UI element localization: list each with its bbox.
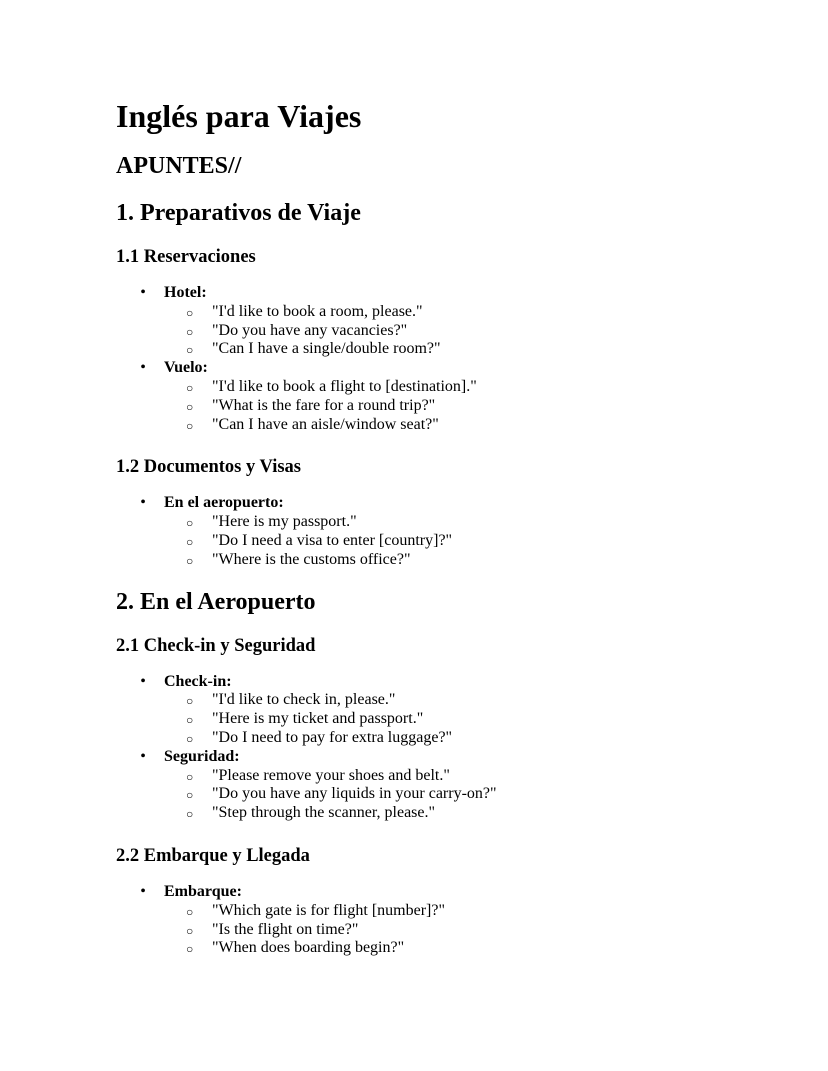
phrase-item	[164, 939, 796, 958]
phrase-item	[164, 551, 796, 570]
bullet-list	[116, 673, 796, 823]
item-label: Vuelo:	[164, 359, 208, 377]
item-label: En el aeropuerto:	[164, 494, 284, 512]
phrase-text: "Do you have any liquids in your carry-on?"	[212, 785, 497, 803]
phrase-list	[164, 378, 796, 434]
circle-bullet-icon: ○	[186, 553, 194, 568]
phrase-item	[164, 729, 796, 748]
circle-bullet-icon: ○	[186, 380, 194, 395]
phrase-text: "I'd like to book a room, please."	[212, 302, 423, 320]
circle-bullet-icon: ○	[186, 713, 194, 728]
phrase-text: "Please remove your shoes and belt."	[212, 766, 450, 784]
circle-bullet-icon: ○	[186, 324, 194, 339]
phrase-text: "I'd like to check in, please."	[212, 691, 396, 709]
document-subtitle: APUNTES//	[116, 153, 242, 179]
phrase-item	[164, 902, 796, 921]
phrase-text: "Here is my passport."	[212, 513, 357, 531]
phrase-text: "Do I need a visa to enter [country]?"	[212, 531, 453, 549]
bullet-list	[116, 494, 796, 569]
circle-bullet-icon: ○	[186, 305, 194, 320]
phrase-item	[164, 513, 796, 532]
phrase-text: "Is the flight on time?"	[212, 920, 359, 938]
circle-bullet-icon: ○	[186, 694, 194, 709]
bullet-list	[116, 284, 796, 434]
phrase-item	[164, 340, 796, 359]
subsection-heading-2-1: 2.1 Check-in y Seguridad	[116, 635, 316, 656]
item-label: Hotel:	[164, 284, 207, 301]
subsection-heading-1-2: 1.2 Documentos y Visas	[116, 457, 302, 478]
bullet-icon: •	[140, 284, 146, 301]
item-label: Seguridad:	[164, 747, 240, 765]
phrase-item	[164, 416, 796, 435]
phrase-text: "Do you have any vacancies?"	[212, 321, 408, 339]
list-item	[116, 748, 796, 823]
document-title: Inglés para Viajes	[116, 98, 362, 134]
phrase-text: "When does boarding begin?"	[212, 939, 405, 957]
phrase-item	[164, 397, 796, 416]
bullet-icon: •	[140, 359, 146, 377]
section-heading-2: 2. En el Aeropuerto	[116, 588, 316, 615]
phrase-item	[164, 303, 796, 322]
circle-bullet-icon: ○	[186, 516, 194, 531]
item-label: Embarque:	[164, 882, 242, 900]
phrase-list	[164, 513, 796, 569]
circle-bullet-icon: ○	[186, 399, 194, 414]
phrase-list	[164, 902, 796, 958]
subsection-heading-1-1: 1.1 Reservaciones	[116, 247, 256, 267]
phrase-list	[164, 691, 796, 747]
circle-bullet-icon: ○	[186, 343, 194, 358]
bullet-icon: •	[140, 747, 146, 765]
phrase-text: "Where is the customs office?"	[212, 550, 411, 568]
section-heading-1: 1. Preparativos de Viaje	[116, 200, 361, 226]
bullet-icon: •	[140, 494, 146, 512]
document-page	[116, 88, 796, 958]
phrase-text: "Can I have a single/double room?"	[212, 340, 441, 358]
circle-bullet-icon: ○	[186, 942, 194, 957]
phrase-list	[164, 303, 796, 359]
phrase-item	[164, 322, 796, 341]
phrase-item	[164, 378, 796, 397]
bullet-list	[116, 883, 796, 958]
phrase-text: "Which gate is for flight [number]?"	[212, 901, 445, 919]
subsection-heading-2-2: 2.2 Embarque y Llegada	[116, 845, 310, 866]
circle-bullet-icon: ○	[186, 731, 194, 746]
phrase-text: "What is the fare for a round trip?"	[212, 396, 436, 414]
phrase-item	[164, 532, 796, 551]
phrase-text: "Do I need to pay for extra luggage?"	[212, 728, 453, 746]
circle-bullet-icon: ○	[186, 904, 194, 919]
phrase-item	[164, 691, 796, 710]
list-item	[116, 494, 796, 569]
circle-bullet-icon: ○	[186, 807, 194, 822]
bullet-icon: •	[140, 882, 146, 900]
circle-bullet-icon: ○	[186, 418, 194, 433]
circle-bullet-icon: ○	[186, 769, 194, 784]
phrase-item	[164, 921, 796, 940]
phrase-item	[164, 767, 796, 786]
list-item	[116, 359, 796, 434]
bullet-icon: •	[140, 672, 146, 690]
list-item	[116, 673, 796, 748]
phrase-text: "Step through the scanner, please."	[212, 804, 436, 822]
circle-bullet-icon: ○	[186, 788, 194, 803]
phrase-item	[164, 804, 796, 823]
circle-bullet-icon: ○	[186, 534, 194, 549]
phrase-list	[164, 767, 796, 823]
phrase-text: "I'd like to book a flight to [destination]."	[212, 377, 477, 395]
list-item	[116, 284, 796, 359]
phrase-text: "Can I have an aisle/window seat?"	[212, 415, 439, 433]
circle-bullet-icon: ○	[186, 923, 194, 938]
phrase-text: "Here is my ticket and passport."	[212, 710, 424, 728]
list-item	[116, 883, 796, 958]
phrase-item	[164, 710, 796, 729]
item-label: Check-in:	[164, 672, 232, 690]
phrase-item	[164, 785, 796, 804]
